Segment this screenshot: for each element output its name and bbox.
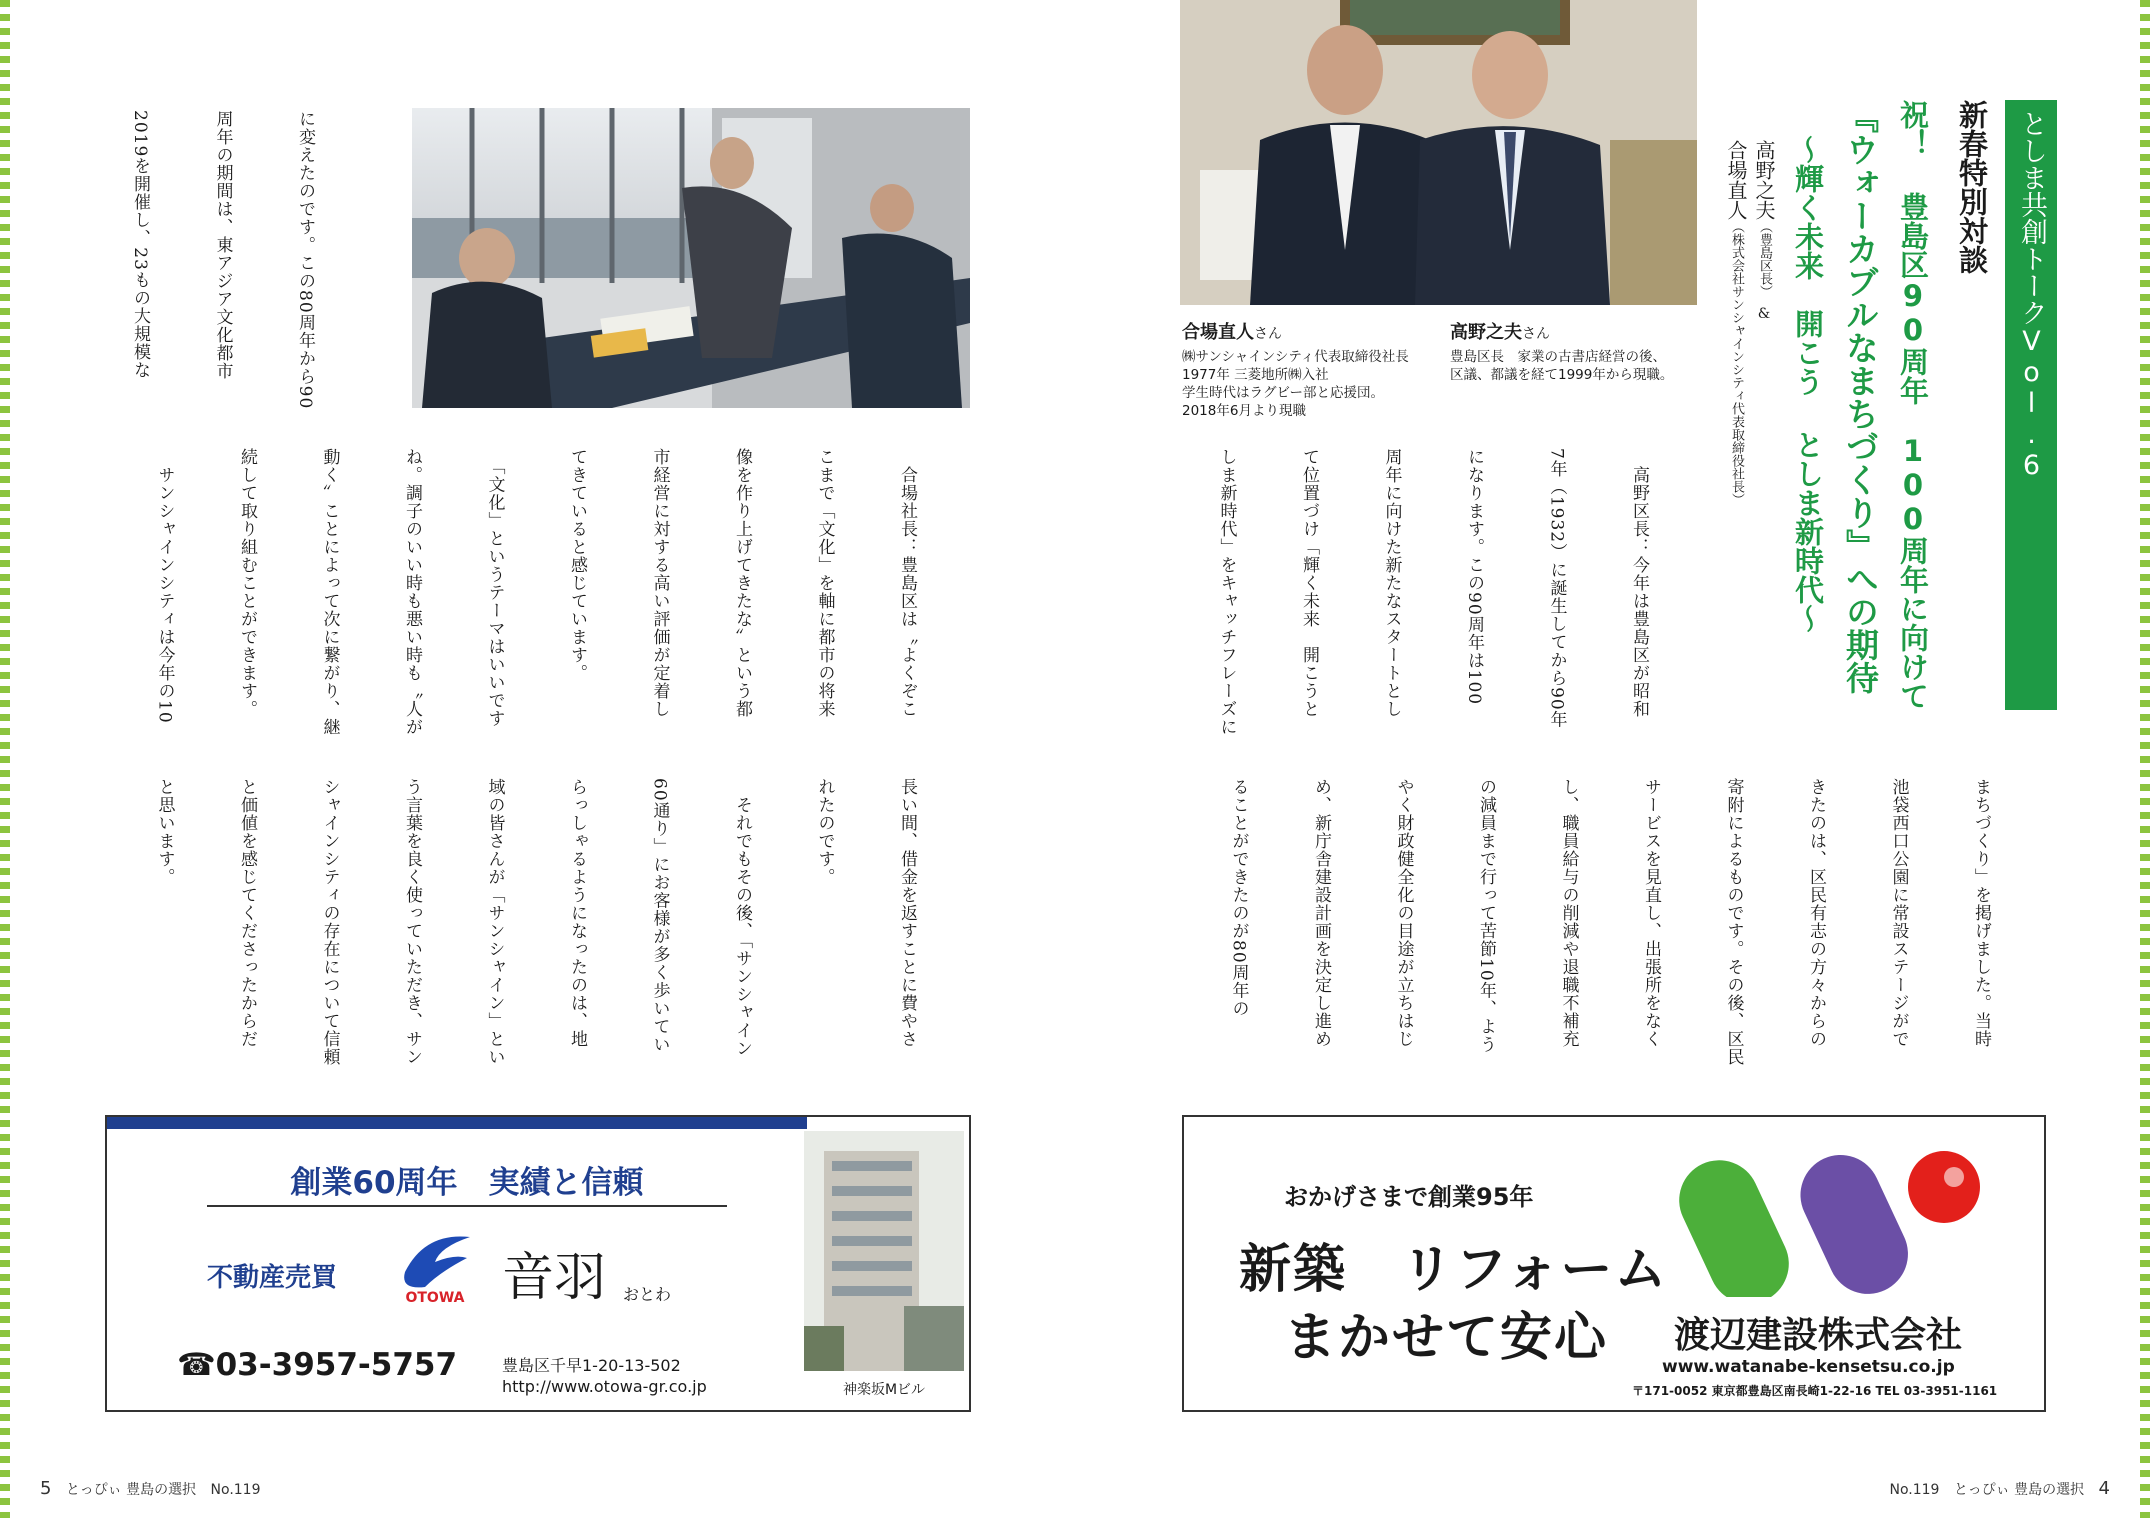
text-line: 続して取り組むことができます。 xyxy=(237,448,257,718)
otowa-advertisement xyxy=(105,1115,971,1412)
page-number: 4 xyxy=(2098,1478,2110,1499)
watanabe-advertisement xyxy=(1182,1115,2046,1412)
text-line: ることができたのが80周年の xyxy=(1228,778,1249,1018)
text-line: と思います。 xyxy=(154,778,175,886)
ad-headline-underline xyxy=(207,1205,727,1207)
ad-company-reading: おとわ xyxy=(623,1285,672,1304)
speaker-2 xyxy=(1722,140,1750,560)
text-line: 域の皆さんが「サンシャイン」とい xyxy=(484,778,505,1066)
caption-takano-name: 高野之夫 xyxy=(1450,322,1522,343)
caption-takano-suffix: さん xyxy=(1522,326,1550,342)
text-line: 2019を開催し、23もの大規模な xyxy=(130,110,150,379)
text-line: て位置づけ「輝く未来 開こうと xyxy=(1299,448,1319,718)
watanabe-logo-icon xyxy=(1654,1137,2014,1297)
magazine-name: とっぴぃ 豊島の選択 xyxy=(1953,1482,2085,1498)
issue-number: No.119 xyxy=(210,1482,261,1498)
caption-takano-line: 豊島区長 家業の古書店経営の後、 xyxy=(1450,349,1666,365)
ad-url: www.watanabe-kensetsu.co.jp xyxy=(1662,1357,1955,1377)
building-image xyxy=(804,1131,964,1371)
ad-url: http://www.otowa-gr.co.jp xyxy=(502,1377,707,1396)
speaker-1-name: 高野之夫 xyxy=(1752,140,1776,220)
text-line: 寄附によるものです。その後、区民 xyxy=(1723,778,1744,1066)
text-line: 60通り」にお客様が多く歩いてい xyxy=(649,778,670,1054)
text-line: こまで「文化」を軸に都市の将来 xyxy=(814,448,835,718)
article-text-block-a xyxy=(108,110,373,410)
caption-aiba-name: 合場直人 xyxy=(1182,322,1254,343)
speaker-2-role: （株式会社サンシャインシティ代表取締役社長） xyxy=(1729,220,1744,506)
kicker: 新春特別対談 xyxy=(1955,100,1989,274)
magazine-name: とっぴぃ 豊島の選択 xyxy=(65,1482,197,1498)
ad-phone: ☎03-3957-5757 xyxy=(177,1347,458,1383)
text-line: し、職員給与の削減や退職不補充 xyxy=(1558,778,1579,1048)
title-line-3: ～輝く未来 開こう としま新時代～ xyxy=(1791,135,1825,633)
ad-category: 不動産売買 xyxy=(207,1263,338,1293)
caption-takano xyxy=(1450,318,1700,384)
text-line: 周年の期間は、東アジア文化都市 xyxy=(212,110,233,380)
ad-address: 豊島区千早1-20-13-502 xyxy=(502,1356,681,1375)
title-line-1: 祝！ 豊島区90周年 100周年に向けて xyxy=(1896,100,1930,710)
ad-building-photo xyxy=(804,1131,964,1371)
text-line: う言葉を良く使っていただき、サン xyxy=(402,778,422,1066)
text-line: 池袋西口公園に常設ステージがで xyxy=(1888,778,1909,1048)
caption-aiba-line: ㈱サンシャインシティ代表取締役社長 xyxy=(1182,349,1409,365)
portrait-photo xyxy=(1180,0,1697,305)
text-line: れたのです。 xyxy=(814,778,835,886)
ad-company-name: 音羽 xyxy=(502,1248,607,1308)
text-line: 合場社長：豊島区は〝よくぞこ xyxy=(897,448,917,718)
text-line: シャインシティの存在について信頼 xyxy=(319,778,340,1066)
meeting-photo xyxy=(412,108,970,408)
text-line: 「文化」というテーマはいいです xyxy=(484,448,505,728)
speaker-1-role: （豊島区長） xyxy=(1757,220,1772,298)
caption-aiba xyxy=(1182,318,1437,420)
caption-aiba-suffix: さん xyxy=(1254,326,1282,342)
text-line: と価値を感じてくださったからだ xyxy=(237,778,257,1048)
left-folio xyxy=(40,1478,261,1499)
text-line: まちづくり」を掲げました。当時 xyxy=(1971,778,1991,1048)
right-edge-stripe xyxy=(2140,0,2150,1518)
right-folio xyxy=(1890,1478,2111,1499)
text-line: 市経営に対する高い評価が定着し xyxy=(649,448,670,718)
otowa-logo-icon xyxy=(395,1232,475,1312)
portrait-photo-image xyxy=(1180,0,1697,305)
title-line-2: 『ウォーカブルなまちづくり』への期待 xyxy=(1841,100,1880,694)
text-line: らっしゃるようになったのは、地 xyxy=(567,778,587,1048)
text-line: に変えたのです。この80周年から90 xyxy=(295,110,315,410)
article-text-block-b xyxy=(108,448,975,743)
article-text-block-c xyxy=(108,778,975,1073)
text-line: 長い間、借金を返すことに費やさ xyxy=(897,778,917,1048)
ad-top-rule xyxy=(107,1117,807,1129)
ad-tagline: おかげさまで創業95年 xyxy=(1284,1183,1534,1211)
text-line: 動く〟ことによって次に繋がり、継 xyxy=(319,448,340,736)
text-line: 像を作り上げてきたな〟という都 xyxy=(732,448,752,718)
ad-address: 〒171-0052 東京都豊島区南長崎1-22-16 TEL 03-3951-1161 xyxy=(1632,1384,1998,1398)
caption-aiba-line: 2018年6月より現職 xyxy=(1182,403,1306,419)
ad-company-name: 渡辺建設株式会社 xyxy=(1674,1315,1963,1356)
ad-headline-1: 新築 リフォーム xyxy=(1239,1240,1669,1300)
speaker-1 xyxy=(1750,140,1778,560)
ad-building-caption: 神楽坂Mビル xyxy=(842,1382,926,1398)
ad-headline: 創業60周年 実績と信頼 xyxy=(290,1165,644,1201)
text-line: てきていると感じています。 xyxy=(567,448,587,682)
caption-aiba-line: 1977年 三菱地所㈱入社 xyxy=(1182,367,1329,383)
ad-headline-2: まかせて安心 xyxy=(1284,1308,1609,1368)
text-line: になります。この90周年は100 xyxy=(1464,448,1484,706)
text-line: サンシャインシティは今年の10 xyxy=(154,448,175,724)
left-edge-stripe xyxy=(0,0,10,1518)
meeting-photo-image xyxy=(412,108,970,408)
text-line: きたのは、区民有志の方々からの xyxy=(1806,778,1826,1048)
article-text-block-d xyxy=(1182,448,1707,743)
text-line: の減員まで行って苦節10年、よう xyxy=(1476,778,1496,1054)
text-line: ね。調子のいい時も悪い時も〝人が xyxy=(402,448,422,736)
issue-number: No.119 xyxy=(1889,1482,1940,1498)
text-line: それでもその後、「サンシャイン xyxy=(732,778,752,1058)
caption-aiba-line: 学生時代はラグビー部と応援団。 xyxy=(1182,385,1384,401)
text-line: め、新庁舎建設計画を決定し進め xyxy=(1311,778,1331,1048)
page-number: 5 xyxy=(40,1478,52,1499)
speaker-2-name: 合場直人 xyxy=(1724,140,1748,220)
text-line: サービスを見直し、出張所をなく xyxy=(1641,778,1661,1048)
text-line: 7年（1932）に誕生してから90年 xyxy=(1546,448,1567,729)
series-tag: としま共創トークVol.6 xyxy=(2005,100,2057,710)
caption-takano-line: 区議、都議を経て1999年から現職。 xyxy=(1450,367,1674,383)
text-line: やく財政健全化の目途が立ちはじ xyxy=(1393,778,1414,1048)
text-line: しま新時代」をキャッチフレーズに xyxy=(1216,448,1237,736)
text-line: 高野区長：今年は豊島区が昭和 xyxy=(1629,448,1649,718)
text-line: 周年に向けた新たなスタートとし xyxy=(1381,448,1402,718)
otowa-logo-text: OTOWA xyxy=(405,1290,465,1306)
article-text-block-e xyxy=(1182,778,2049,1073)
speaker-amp: & xyxy=(1756,306,1772,322)
